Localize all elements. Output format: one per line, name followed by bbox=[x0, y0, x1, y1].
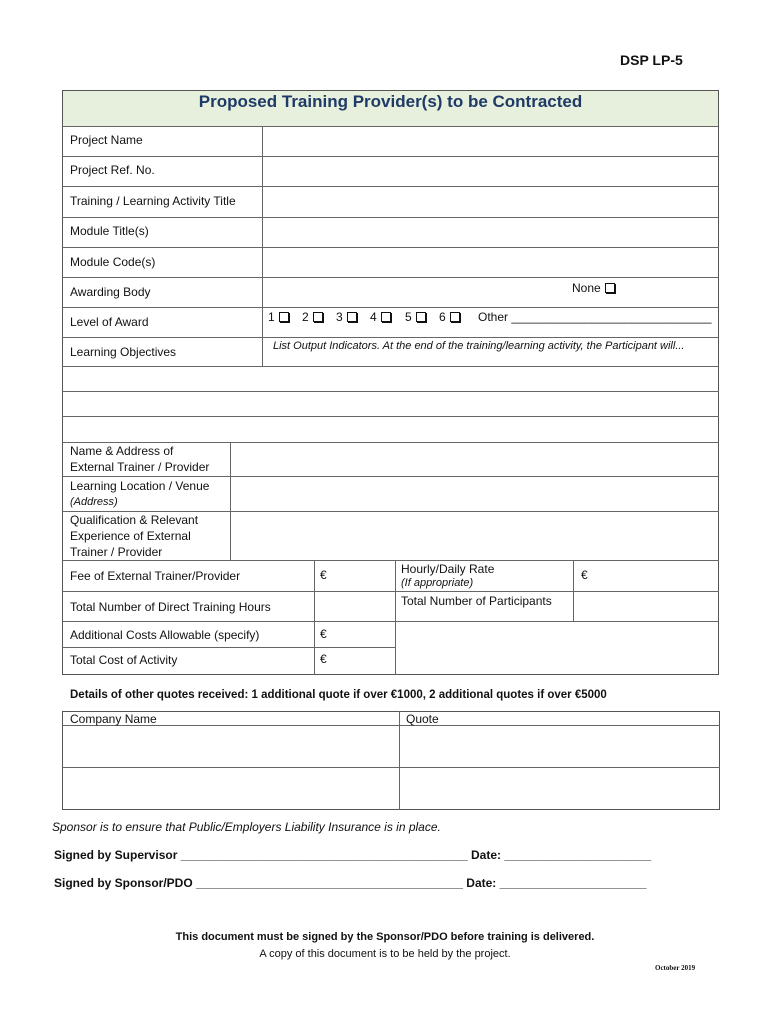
label-project-ref: Project Ref. No. bbox=[70, 163, 155, 177]
checkbox-icon[interactable] bbox=[313, 312, 323, 322]
row-divider bbox=[62, 621, 719, 622]
checkbox-icon[interactable] bbox=[347, 312, 357, 322]
label-trainer-fee: Fee of External Trainer/Provider bbox=[70, 569, 241, 583]
row-divider bbox=[62, 307, 719, 308]
must-sign-note: This document must be signed by the Sponsor/PDO before training is delivered. bbox=[175, 931, 595, 943]
label-line: Experience of External bbox=[70, 529, 191, 543]
checkbox-icon[interactable] bbox=[416, 312, 426, 322]
fee-currency: € bbox=[320, 568, 327, 582]
objectives-hint: List Output Indicators. At the end of the training/learning activity, the Participant will... bbox=[273, 340, 685, 352]
level-option-5[interactable] bbox=[405, 310, 426, 324]
label-module-titles: Module Title(s) bbox=[70, 224, 149, 238]
label-learning-location bbox=[70, 478, 209, 510]
column-divider bbox=[399, 711, 400, 810]
level-option-3[interactable] bbox=[336, 310, 357, 324]
col-company-name: Company Name bbox=[70, 712, 157, 726]
row-divider bbox=[62, 416, 719, 417]
column-divider bbox=[230, 442, 231, 560]
supervisor-signature-line[interactable]: Signed by Supervisor ___________________________________________ Date: ______________________ bbox=[54, 848, 652, 862]
label-training-hours: Total Number of Direct Training Hours bbox=[70, 600, 271, 614]
row-divider bbox=[62, 337, 719, 338]
sponsor-signature-line[interactable]: Signed by Sponsor/PDO ________________________________________ Date: ______________________ bbox=[54, 876, 647, 890]
label-line: External Trainer / Provider bbox=[70, 460, 210, 474]
date-stamp: October 2019 bbox=[655, 964, 696, 972]
column-divider bbox=[262, 126, 263, 366]
level-label: 6 bbox=[439, 310, 446, 324]
row-divider bbox=[62, 186, 719, 187]
row-divider bbox=[62, 647, 395, 648]
level-option-6[interactable] bbox=[439, 310, 460, 324]
row-divider bbox=[62, 277, 719, 278]
level-option-4[interactable] bbox=[370, 310, 391, 324]
label-participants: Total Number of Participants bbox=[401, 594, 552, 608]
level-label: 3 bbox=[336, 310, 343, 324]
column-divider bbox=[314, 560, 315, 675]
form-frame bbox=[62, 90, 719, 675]
label-total-cost: Total Cost of Activity bbox=[70, 653, 178, 667]
total-currency: € bbox=[320, 652, 327, 666]
level-other-field[interactable]: Other ______________________________ bbox=[478, 310, 712, 324]
form-title: Proposed Training Provider(s) to be Contracted bbox=[198, 92, 583, 111]
label-hourly-rate: Hourly/Daily Rate bbox=[401, 562, 495, 576]
column-divider bbox=[573, 560, 574, 621]
none-option[interactable] bbox=[572, 281, 615, 295]
row-divider bbox=[62, 126, 719, 127]
rate-currency: € bbox=[581, 568, 588, 582]
label-awarding-body: Awarding Body bbox=[70, 285, 151, 299]
row-divider bbox=[62, 476, 719, 477]
row-divider bbox=[62, 560, 719, 561]
row-divider bbox=[62, 366, 719, 367]
label-additional-costs: Additional Costs Allowable (specify) bbox=[70, 628, 260, 642]
copy-note: A copy of this document is to be held by the project. bbox=[259, 948, 511, 960]
level-option-1[interactable] bbox=[268, 310, 289, 324]
label-activity-title: Training / Learning Activity Title bbox=[70, 194, 236, 208]
row-divider bbox=[62, 156, 719, 157]
checkbox-icon[interactable] bbox=[279, 312, 289, 322]
label-line: Trainer / Provider bbox=[70, 545, 163, 559]
level-label: 2 bbox=[302, 310, 309, 324]
col-quote: Quote bbox=[406, 712, 439, 726]
label-learning-objectives: Learning Objectives bbox=[70, 345, 177, 359]
rate-note: (If appropriate) bbox=[401, 577, 474, 589]
additional-currency: € bbox=[320, 627, 327, 641]
label-trainer-name-address bbox=[70, 443, 209, 475]
checkbox-icon[interactable] bbox=[450, 312, 460, 322]
level-option-2[interactable] bbox=[302, 310, 323, 324]
label-line: Name & Address of bbox=[70, 444, 174, 458]
label-level-of-award: Level of Award bbox=[70, 315, 149, 329]
label-line: Learning Location / Venue bbox=[70, 479, 210, 493]
level-label: 4 bbox=[370, 310, 377, 324]
insurance-note: Sponsor is to ensure that Public/Employers Liability Insurance is in place. bbox=[52, 820, 441, 834]
checkbox-icon[interactable] bbox=[605, 283, 615, 293]
row-divider bbox=[62, 247, 719, 248]
label-module-codes: Module Code(s) bbox=[70, 255, 156, 269]
level-label: 1 bbox=[268, 310, 275, 324]
document-code: DSP LP-5 bbox=[620, 52, 683, 68]
label-line: (Address) bbox=[70, 496, 118, 508]
level-label: 5 bbox=[405, 310, 412, 324]
label-line: Qualification & Relevant bbox=[70, 513, 199, 527]
quotes-instruction: Details of other quotes received: 1 additional quote if over €1000, 2 additional quotes if over €5000 bbox=[70, 689, 607, 701]
label-project-name: Project Name bbox=[70, 133, 143, 147]
row-divider bbox=[62, 591, 719, 592]
row-divider bbox=[62, 767, 720, 768]
label-qualification bbox=[70, 512, 198, 560]
none-label: None bbox=[572, 281, 601, 295]
row-divider bbox=[62, 391, 719, 392]
row-divider bbox=[62, 725, 720, 726]
checkbox-icon[interactable] bbox=[381, 312, 391, 322]
column-divider bbox=[395, 560, 396, 675]
row-divider bbox=[62, 217, 719, 218]
